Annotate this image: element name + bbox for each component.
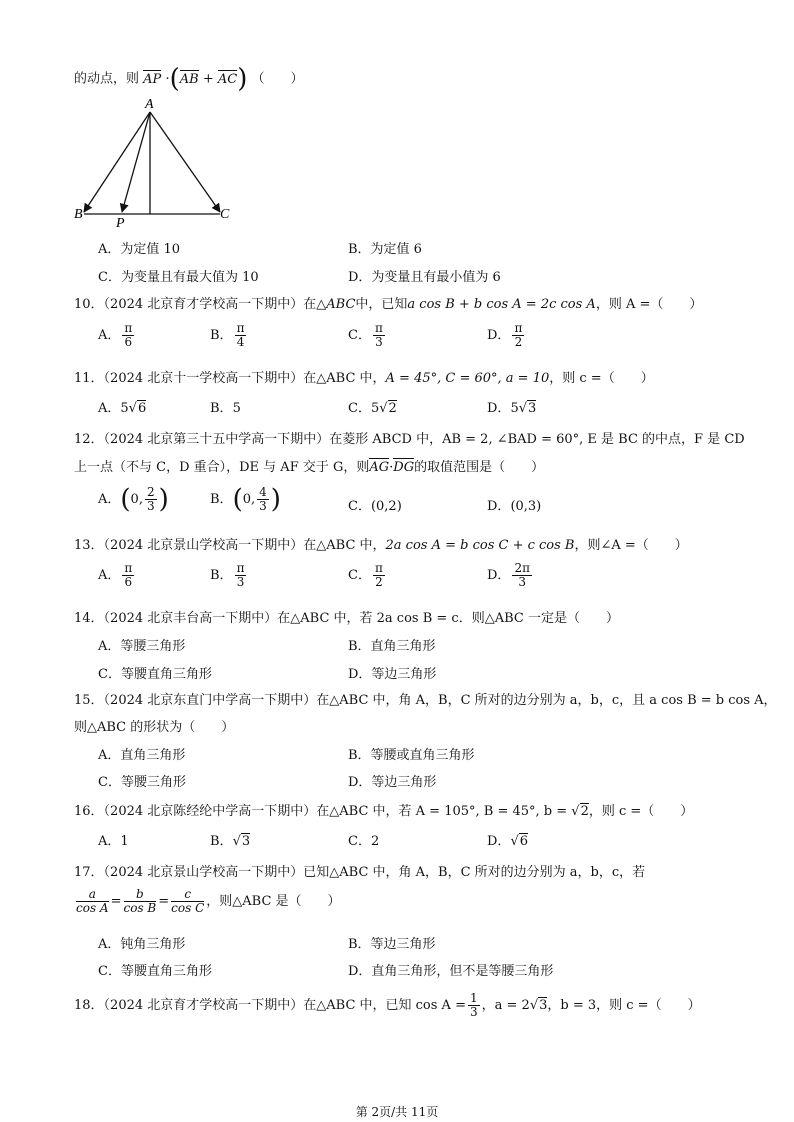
- q13-option-a: A． $\frac{\pi}{6}$: [98, 561, 133, 590]
- q9-stem: 的动点，则 AP ·(AB + AC) （ ）: [74, 64, 304, 94]
- label-c: C: [220, 207, 230, 222]
- q9-intro: 的动点，则: [74, 71, 140, 87]
- q9-tail: （ ）: [251, 71, 304, 87]
- label-b: B: [74, 207, 83, 222]
- q15-option-c: C．等腰三角形: [98, 775, 186, 790]
- q13-ask: ，则∠A =（ ）: [574, 538, 688, 553]
- q10-condition: a cos B + b cos A = 2c cos A: [407, 297, 596, 312]
- q16-radicand: 2: [580, 804, 589, 819]
- q17-ask: ，则△ABC 是（ ）: [206, 894, 341, 910]
- label-p: P: [116, 216, 125, 231]
- label-a: A: [145, 97, 154, 112]
- q11-source: 11．（2024 北京十一学校高一下期中）在△ABC 中，: [74, 371, 386, 386]
- vector-ap: AP: [143, 71, 162, 87]
- q13-option-b: B． $\frac{\pi}{3}$: [210, 561, 245, 590]
- q14-option-c: C．等腰直角三角形: [98, 667, 212, 682]
- q12-option-d: D．(0,3): [487, 499, 542, 514]
- vector-ab: AB: [179, 71, 199, 87]
- q18-mid: ，a = 2: [481, 998, 530, 1014]
- q10-mid: 中，已知: [355, 297, 408, 312]
- vector-ag: AG: [369, 460, 390, 475]
- q15-stem-line1: 15．（2024 北京东直门中学高一下期中）在△ABC 中，角 A，B，C 所对的边分别为 a，b，c，且 a cos B = b cos A，: [74, 693, 777, 708]
- q12-line2-pre: 上一点（不与 C，D 重合），DE 与 AF 交于 G，则: [74, 460, 370, 475]
- q11-option-a: A．5√6: [98, 401, 147, 416]
- q16-option-d: D．√6: [487, 834, 529, 849]
- q18-stem: 18．（2024 北京育才学校高一下期中）在△ABC 中，已知 cos A = $\frac{1}{3}$ ，a = 2√3，b = 3，则 c =（ ）: [74, 991, 701, 1020]
- q17-stem-line1: 17．（2024 北京景山学校高一下期中）已知△ABC 中，角 A，B，C 所对的边分别为 a，b，c，若: [74, 865, 646, 880]
- q15-stem-line2: 则△ABC 的形状为（ ）: [74, 720, 235, 735]
- q17-option-a: A．钝角三角形: [98, 937, 186, 952]
- q10-option-c: C． $\frac{\pi}{3}$: [348, 321, 383, 350]
- q11-stem: [74, 367, 654, 386]
- q13-option-d: D． $\frac{2\pi}{3}$: [487, 561, 530, 590]
- q12-option-c: C．(0,2): [348, 499, 402, 514]
- vector-dg: DG: [393, 460, 415, 475]
- q18-radicand: 3: [539, 998, 548, 1014]
- q12-stem-line1: 12．（2024 北京第三十五中学高一下期中）在菱形 ABCD 中，AB = 2, ∠BAD = 60°, E 是 BC 的中点，F 是 CD: [74, 432, 745, 447]
- q11-condition: A = 45°, C = 60°, a = 10: [385, 371, 550, 386]
- q12-stem-line2: 上一点（不与 C，D 重合），DE 与 AF 交于 G，则AG·DG的取值范围是（ ）: [74, 460, 545, 475]
- triangle-figure: [74, 94, 244, 234]
- q15-option-a: A．直角三角形: [98, 748, 186, 763]
- q17-option-c: C．等腰直角三角形: [98, 964, 212, 979]
- q16-option-a: A．1: [98, 834, 129, 849]
- q14-option-b: B．直角三角形: [348, 639, 436, 654]
- segment-ap: [122, 112, 150, 212]
- q13-option-c: C． $\frac{\pi}{2}$: [348, 561, 383, 590]
- side-ab: [84, 112, 150, 212]
- q14-stem: 14．（2024 北京丰台高一下期中）在△ABC 中，若 2a cos B = c．则△ABC 一定是（ ）: [74, 611, 619, 626]
- q9-option-a: A．为定值 10: [98, 242, 181, 257]
- q14-option-a: A．等腰三角形: [98, 639, 186, 654]
- q13-condition: 2a cos A = b cos C + c cos B: [385, 538, 575, 553]
- q16-ask: ，则 c =（ ）: [588, 804, 694, 819]
- q10-option-b: B． $\frac{\pi}{4}$: [210, 321, 245, 350]
- q9-option-c: C．为变量且有最大值为 10: [98, 270, 259, 285]
- q10-ask: ，则 A =（ ）: [595, 297, 703, 312]
- q11-option-b: B．5: [210, 401, 241, 416]
- q17-option-d: D．直角三角形，但不是等腰三角形: [348, 964, 554, 979]
- side-ac: [150, 112, 220, 212]
- page-footer: 第 2页/共 11页: [355, 1105, 439, 1119]
- q12-line2-post: 的取值范围是（ ）: [414, 460, 545, 475]
- q16-option-b: B．√3: [210, 834, 251, 849]
- q10-option-d: D． $\frac{\pi}{2}$: [487, 321, 523, 350]
- q18-source: 18．（2024 北京育才学校高一下期中）在△ABC 中，已知 cos A =: [74, 998, 466, 1014]
- q12-option-b: B．(0, $\frac{4}{3}$ ): [210, 484, 281, 515]
- q16-option-c: C．2: [348, 834, 380, 849]
- q17-stem-line2: $\frac{a}{\text{cos A}}$ = $\frac{b}{\text{cos B}}$ = $\frac{c}{\text{cos C}}$ ，则△ABC 是（ ）: [76, 887, 341, 916]
- q9-option-b: B．为定值 6: [348, 242, 422, 257]
- q13-stem: [74, 534, 688, 553]
- vector-ac: AC: [217, 71, 238, 87]
- q17-option-b: B．等边三角形: [348, 937, 436, 952]
- q11-ask: ，则 c =（ ）: [549, 371, 654, 386]
- q9-option-d: D．为变量且有最小值为 6: [348, 270, 501, 285]
- q14-option-d: D．等边三角形: [348, 667, 437, 682]
- q15-option-b: B．等腰或直角三角形: [348, 748, 475, 763]
- q10-option-a: A． $\frac{\pi}{6}$: [98, 321, 133, 350]
- q12-option-a: A．(0, $\frac{2}{3}$ ): [98, 484, 169, 515]
- q18-ask: ，b = 3，则 c =（ ）: [547, 998, 701, 1014]
- q10-triangle: ABC: [326, 297, 356, 312]
- q10-source: 10．（2024 北京育才学校高一下期中）在△: [74, 297, 327, 312]
- q15-option-d: D．等边三角形: [348, 775, 437, 790]
- q10-stem: [74, 293, 702, 312]
- q13-source: 13．（2024 北京景山学校高一下期中）在△ABC 中，: [74, 538, 386, 553]
- q16-source: 16．（2024 北京陈经纶中学高一下期中）在△ABC 中，若 A = 105°, B = 45°, b =: [74, 804, 568, 819]
- q16-stem: 16．（2024 北京陈经纶中学高一下期中）在△ABC 中，若 A = 105°, B = 45°, b = √2，则 c =（ ）: [74, 804, 694, 819]
- q11-option-c: C．5√2: [348, 401, 397, 416]
- q11-option-d: D．5√3: [487, 401, 537, 416]
